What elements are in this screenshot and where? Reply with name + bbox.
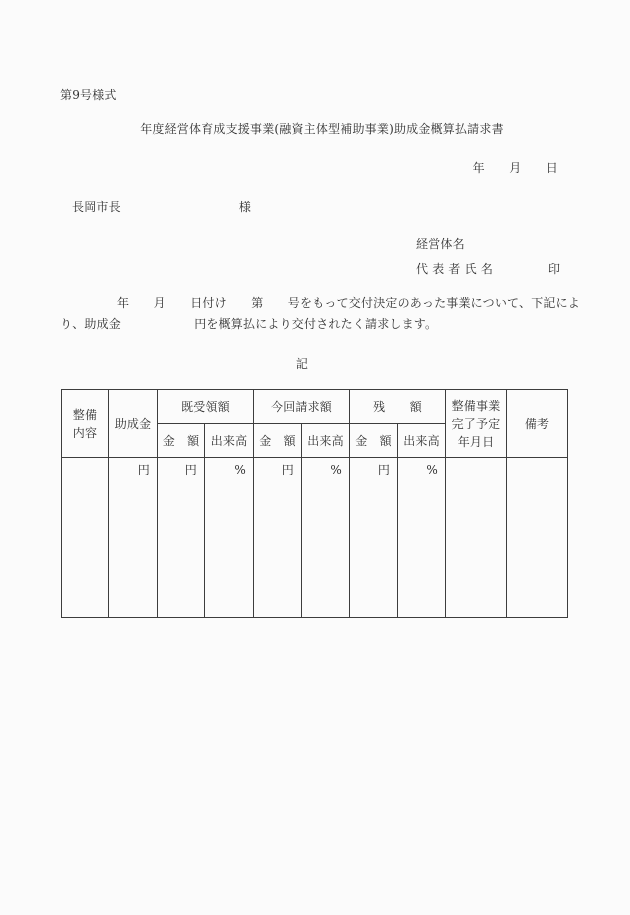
form-number: 第9号様式 <box>60 88 117 102</box>
header-balance-progress: 出来高 <box>398 424 446 458</box>
addressee-line <box>72 198 251 215</box>
cell-remarks <box>507 458 568 618</box>
document-title-row <box>0 120 630 137</box>
header-amount-received: 既受領額 <box>158 390 254 424</box>
header-current-claim: 今回請求額 <box>254 390 350 424</box>
addressee-honorific: 様 <box>238 200 252 214</box>
header-subsidy: 助成金 <box>109 390 158 458</box>
cell-maintenance-content <box>62 458 109 618</box>
header-claim-amount: 金 額 <box>254 424 302 458</box>
cell-balance-progress-unit: % <box>398 458 446 618</box>
date-line: 年 月 日 <box>472 161 558 175</box>
cell-completion-date <box>446 458 507 618</box>
representative-label: 代 表 者 氏 名 <box>416 262 494 276</box>
body-line: り、助成金 円を概算払により交付されたく請求します。 <box>60 317 438 331</box>
header-completion-date: 整備事業完了予定年月日 <box>446 390 507 458</box>
header-claim-progress: 出来高 <box>302 424 350 458</box>
header-remarks: 備考 <box>507 390 568 458</box>
cell-subsidy-unit: 円 <box>109 458 158 618</box>
org-name-label: 経営体名 <box>416 237 465 251</box>
document-title: 年度経営体育成支援事業(融資主体型補助事業)助成金概算払請求書 <box>140 122 504 136</box>
section-marker: 記 <box>295 357 309 371</box>
header-received-progress: 出来高 <box>205 424 254 458</box>
header-maintenance-content: 整備内容 <box>62 390 109 458</box>
cell-received-amount-unit: 円 <box>158 458 205 618</box>
table-header-row-1 <box>62 390 568 424</box>
addressee-name: 長岡市長 <box>72 200 121 214</box>
subsidy-claim-table <box>61 389 568 618</box>
cell-claim-progress-unit: % <box>302 458 350 618</box>
cell-received-progress-unit: % <box>205 458 254 618</box>
body-line: 年 月 日付け 第 号をもって交付決定のあった事業について、下記によ <box>117 296 581 310</box>
cell-balance-amount-unit: 円 <box>350 458 398 618</box>
header-received-amount: 金 額 <box>158 424 205 458</box>
table-entry-row <box>62 458 568 618</box>
seal-label: 印 <box>548 262 561 276</box>
header-balance-amount: 金 額 <box>350 424 398 458</box>
cell-claim-amount-unit: 円 <box>254 458 302 618</box>
body-paragraph <box>60 293 581 335</box>
representative-line <box>416 260 616 277</box>
header-balance: 残 額 <box>350 390 446 424</box>
